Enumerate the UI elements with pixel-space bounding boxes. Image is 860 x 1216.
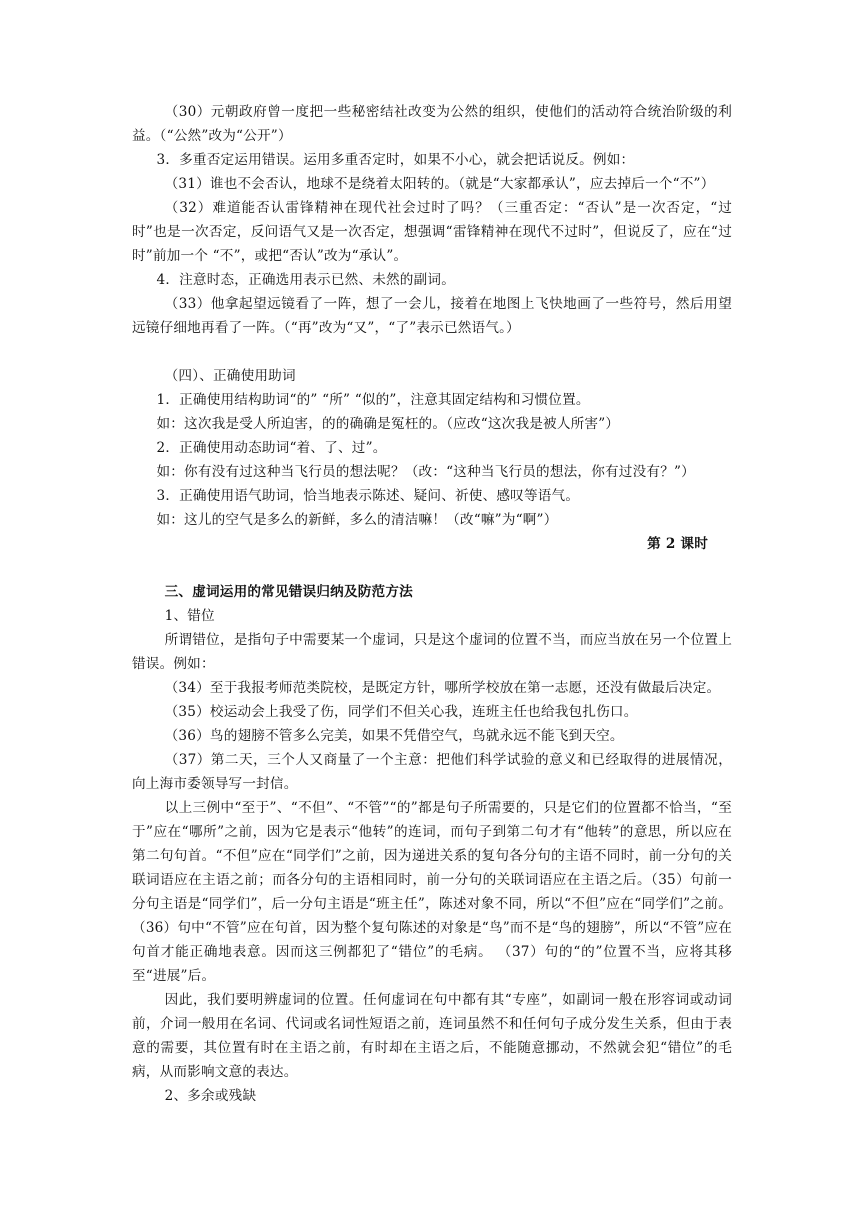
paragraph: 4．注意时态，正确选用表示已然、未然的副词。 — [156, 272, 455, 288]
blank-line — [132, 340, 732, 364]
paragraph: （37）第二天，三个人又商量了一个主意：把他们科学试验的意义和已经取得的进展情况，向上海市委领导写一封信。 — [132, 752, 732, 792]
document-body — [132, 100, 732, 1108]
paragraph: 如：这儿的空气是多么的新鲜，多么的清洁嘛！（改“嘛”为“啊”） — [156, 512, 558, 528]
paragraph: 1、错位 — [164, 608, 215, 624]
lesson-label: 第 2 课时 — [647, 536, 708, 552]
blank-line — [132, 556, 732, 580]
paragraph: 1．正确使用结构助词“的” “所” “似的”，注意其固定结构和习惯位置。 — [156, 392, 590, 408]
paragraph: 3．正确使用语气助词，恰当地表示陈述、疑问、祈使、感叹等语气。 — [156, 488, 580, 504]
paragraph: 以上三例中“至于”、“不但”、“不管”“的”都是句子所需要的，只是它们的位置都不恰当，“至于”应在“哪所”之前，因为它是表示“他转”的连词，而句子到第二句才有“他转”的意思，所以应在第二句句首。“不但”应在“同学们”之前，因为递进关系的复句各分句的主语不同时，前一分句的关联词语应在主语之前；而各分句的主语相同时，前一分句的关联词语应在主语之后。（35）句前一分句主语是“同学们”，后一分句主语是“班主任”，陈述对象不同，所以“不但”应在“同学们”之前。（36）句中“不管”应在句首，因为整个复句陈述的对象是“鸟”而不是“鸟的翅膀”，所以“不管”应在句首才能正确地表意。因而这三例都犯了“错位”的毛病。 （37）句的“的”位置不当，应将其移至“进展”后。 — [132, 800, 732, 984]
paragraph: （四）、正确使用助词 — [164, 368, 296, 384]
paragraph: （33）他拿起望远镜看了一阵，想了一会儿，接着在地图上飞快地画了一些符号，然后用望远镜仔细地再看了一阵。（“再”改为“又”，“了”表示已然语气。） — [132, 296, 732, 336]
paragraph: （36）鸟的翅膀不管多么完美，如果不凭借空气，鸟就永远不能飞到天空。 — [164, 728, 624, 744]
paragraph: 所谓错位，是指句子中需要某一个虚词，只是这个虚词的位置不当，而应当放在另一个位置上错误。例如： — [132, 632, 732, 672]
paragraph: 因此，我们要明辨虚词的位置。任何虚词在句中都有其“专座”，如副词一般在形容词或动词前，介词一般用在名词、代词或名词性短语之前，连词虽然不和任何句子成分发生关系，但由于表意的需要，其位置有时在主语之前，有时却在主语之后，不能随意挪动，不然就会犯“错位”的毛病，从而影响文意的表达。 — [132, 992, 732, 1080]
paragraph: 如：你有没有过这种当飞行员的想法呢？（改：“这种当飞行员的想法，你有过没有？”） — [156, 464, 695, 480]
paragraph: 3．多重否定运用错误。运用多重否定时，如果不小心，就会把话说反。例如： — [156, 152, 635, 168]
paragraph: 2、多余或残缺 — [164, 1088, 257, 1104]
paragraph: （32）难道能否认雷锋精神在现代社会过时了吗？（三重否定：“否认”是一次否定，“过时”也是一次否定，反问语气又是一次否定，想强调“雷锋精神在现代不过时”，但说反了，应在“过时”前加一个 “不”，或把“否认”改为“承认”。 — [132, 200, 732, 264]
paragraph: 2．正确使用动态助词“着、了、过”。 — [156, 440, 387, 456]
paragraph: （34）至于我报考师范类院校，是既定方针，哪所学校放在第一志愿，还没有做最后决定。 — [164, 680, 721, 696]
paragraph: （31）谁也不会否认，地球不是绕着太阳转的。（就是“大家都承认”，应去掉后一个“不”） — [164, 176, 715, 192]
paragraph: （30）元朝政府曾一度把一些秘密结社改变为公然的组织，使他们的活动符合统治阶级的利益。（“公然”改为“公开”） — [132, 104, 732, 144]
paragraph: 如：这次我是受人所迫害，的的确确是冤枉的。（应改“这次我是被人所害”） — [156, 416, 620, 432]
paragraph: （35）校运动会上我受了伤，同学们不但关心我，连班主任也给我包扎伤口。 — [164, 704, 638, 720]
section-heading: 三、虚词运用的常见错误归纳及防范方法 — [164, 584, 413, 600]
